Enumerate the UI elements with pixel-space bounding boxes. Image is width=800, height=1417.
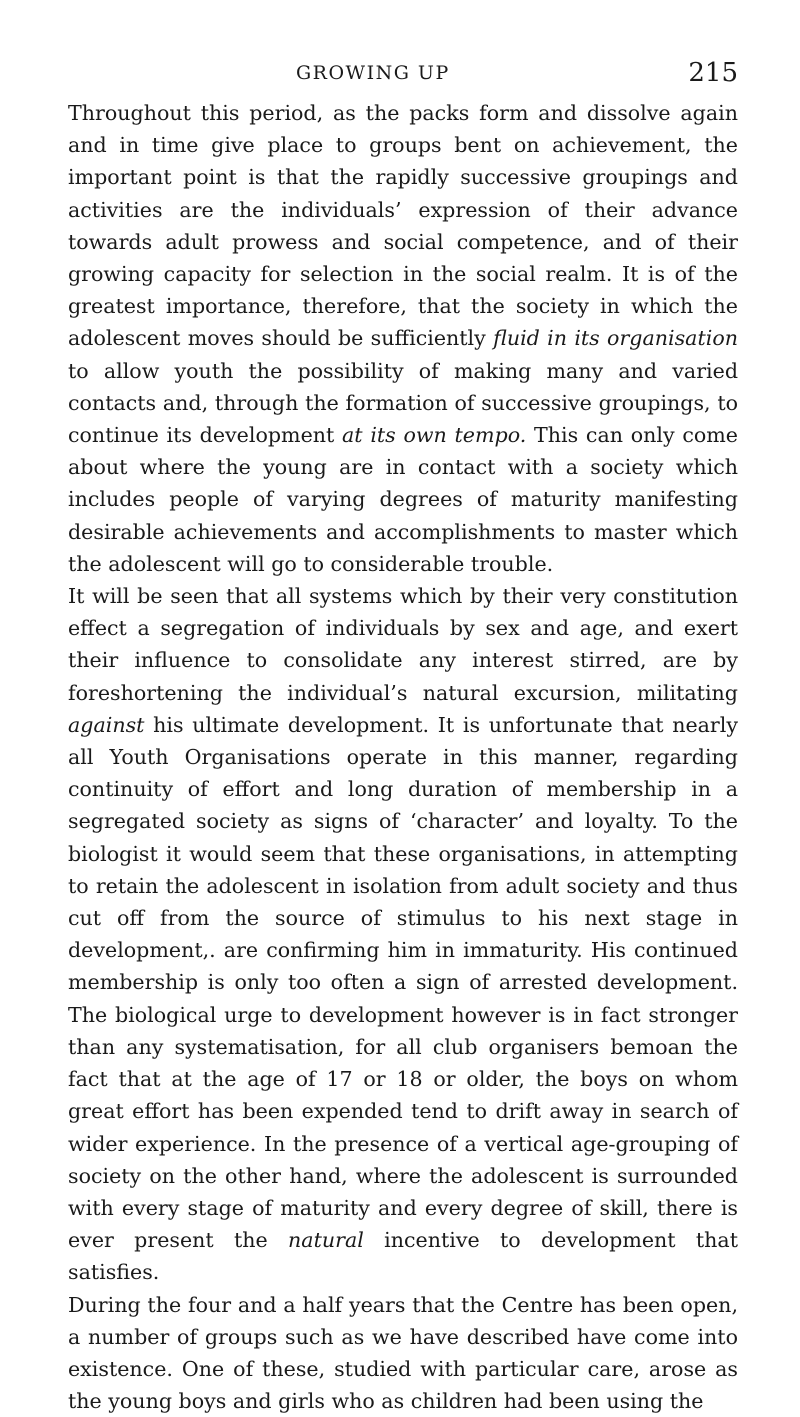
paragraph-3 [68,1289,738,1417]
running-title: GROWING UP [296,62,450,84]
paragraph-1-text-c: This can only come about where the young are in contact with a society which includes people of varying degrees of maturity manifesting desirable achievements and accomplishments to master which the adolescent will go to considerable trouble. [68,423,738,576]
paragraph-2-text-b: his ultimate development. It is unfortunate that nearly all Youth Organisations operate in this manner, regarding continuity of effort and long duration of membership in a segregated society as signs of ‘character’ and loyalty. To the biologist it would seem that these organisations, in attempting to retain the adolescent in isolation from adult society and thus cut off from the source of stimulus to his next stage in development,. are confirming him in immaturity. His continued membership is only too often a sign of arrested development. The biological urge to development however is in fact stronger than any systematisation, for all club organisers bemoan the fact that at the age of 17 or 18 or older, the boys on whom great effort has been expended tend to drift away in search of wider experience. In the presence of a vertical age-grouping of society on the other hand, where the adolescent is surrounded with every stage of maturity and every degree of skill, there is ever present the [68,712,738,1253]
paragraph-1 [68,97,738,580]
body-text [68,97,738,1417]
paragraph-2-emphasis-a: against [68,712,145,737]
paragraph-2-text-a: It will be seen that all systems which by their very constitution effect a segregation of individuals by sex and age, and exert their influence to consolidate any interest stirred, are by foreshortening the individual’s natural excursion, militating [68,584,738,705]
paragraph-3-text-a: During the four and a half years that the Centre has been open, a number of groups such as we have described have come into existence. One of these, studied with particular care, arose as the young boys and girls who as children had been using the [68,1292,738,1414]
paragraph-1-text-b: to allow youth the possibility of making many and varied contacts and, through the formation of successive groupings, to continue its development [68,358,738,448]
running-head [68,58,738,98]
paragraph-2-text-c: incentive to development that satisfies. [68,1228,738,1285]
paragraph-1-emphasis-b: at its own tempo. [342,423,527,448]
paragraph-2-emphasis-b: natural [288,1228,364,1253]
paragraph-2 [68,580,738,1288]
paragraph-1-emphasis-a: fluid in its organisation [493,326,738,351]
page-number: 215 [688,58,738,88]
paragraph-1-text-a: Throughout this period, as the packs form and dissolve again and in time give place to groups bent on achievement, the important point is that the rapidly successive groupings and activities are the individuals’ expression of their advance towards adult prowess and social competence, and of their growing capacity for selection in the social realm. It is of the greatest importance, therefore, that the society in which the adolescent moves should be sufficiently [68,101,738,351]
